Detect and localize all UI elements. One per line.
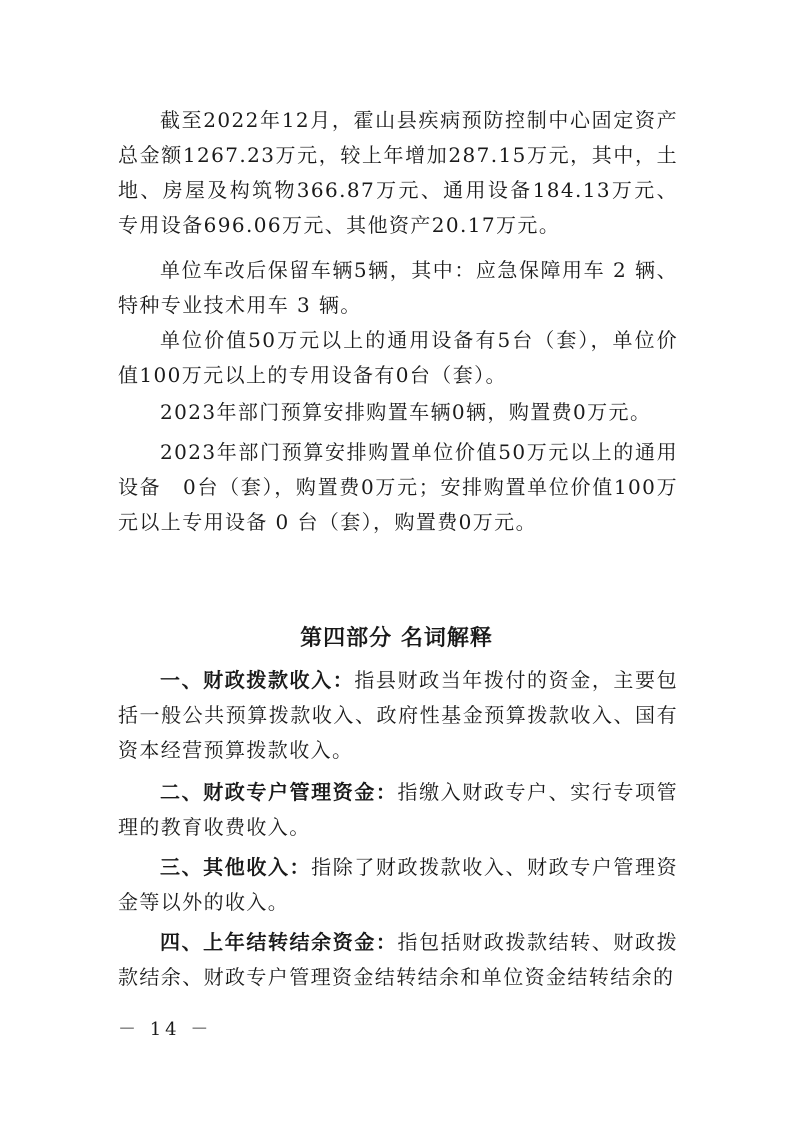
page-number: － 14 － — [118, 1019, 213, 1040]
definition-fiscal-special-account — [118, 775, 678, 845]
definition-fiscal-appropriation — [118, 663, 678, 768]
section-title: 第四部分 名词解释 — [300, 626, 493, 651]
definition-term: 二、财政专户管理资金： — [160, 780, 398, 804]
definition-text: 指除了财政拨款收入、财政专户管理资金等以外的收入。 — [118, 855, 678, 914]
definition-text: 指缴入财政专户、实行专项管理的教育收费收入。 — [118, 780, 678, 839]
paragraph-vehicle-purchase: 2023年部门预算安排购置车辆0辆，购置费0万元。 — [160, 400, 652, 424]
definition-text: 指县财政当年拨付的资金，主要包括一般公共预算拨款收入、政府性基金预算拨款收入、国有资本经营预算拨款收入。 — [118, 668, 679, 762]
paragraph-fixed-assets: 截至2022年12月，霍山县疾病预防控制中心固定资产总金额1267.23万元，较上年增加287.15万元，其中，土地、房屋及构筑物366.87万元、通用设备184.13万元、专用设备696.06万元、其他资产20.17万元。 — [118, 108, 678, 237]
definition-text: 指包括财政拨款结转、财政拨款结余、财政专户管理资金结转结余和单位资金结转结余的 — [118, 930, 678, 989]
definition-term: 一、财政拨款收入： — [160, 668, 355, 692]
definition-carryover-funds — [118, 925, 678, 995]
paragraph-equipment-value: 单位价值50万元以上的通用设备有5台（套），单位价值100万元以上的专用设备有0台（套）。 — [118, 328, 678, 387]
paragraph-equipment-purchase: 2023年部门预算安排购置单位价值50万元以上的通用设备 0台（套），购置费0万元；安排购置单位价值100万元以上专用设备 0 台（套），购置费0万元。 — [118, 440, 678, 534]
paragraph-vehicles: 单位车改后保留车辆5辆，其中：应急保障用车 2 辆、特种专业技术用车 3 辆。 — [118, 258, 678, 317]
definition-term: 四、上年结转结余资金： — [160, 930, 398, 954]
definition-other-income — [118, 850, 678, 920]
definition-term: 三、其他收入： — [160, 855, 312, 879]
